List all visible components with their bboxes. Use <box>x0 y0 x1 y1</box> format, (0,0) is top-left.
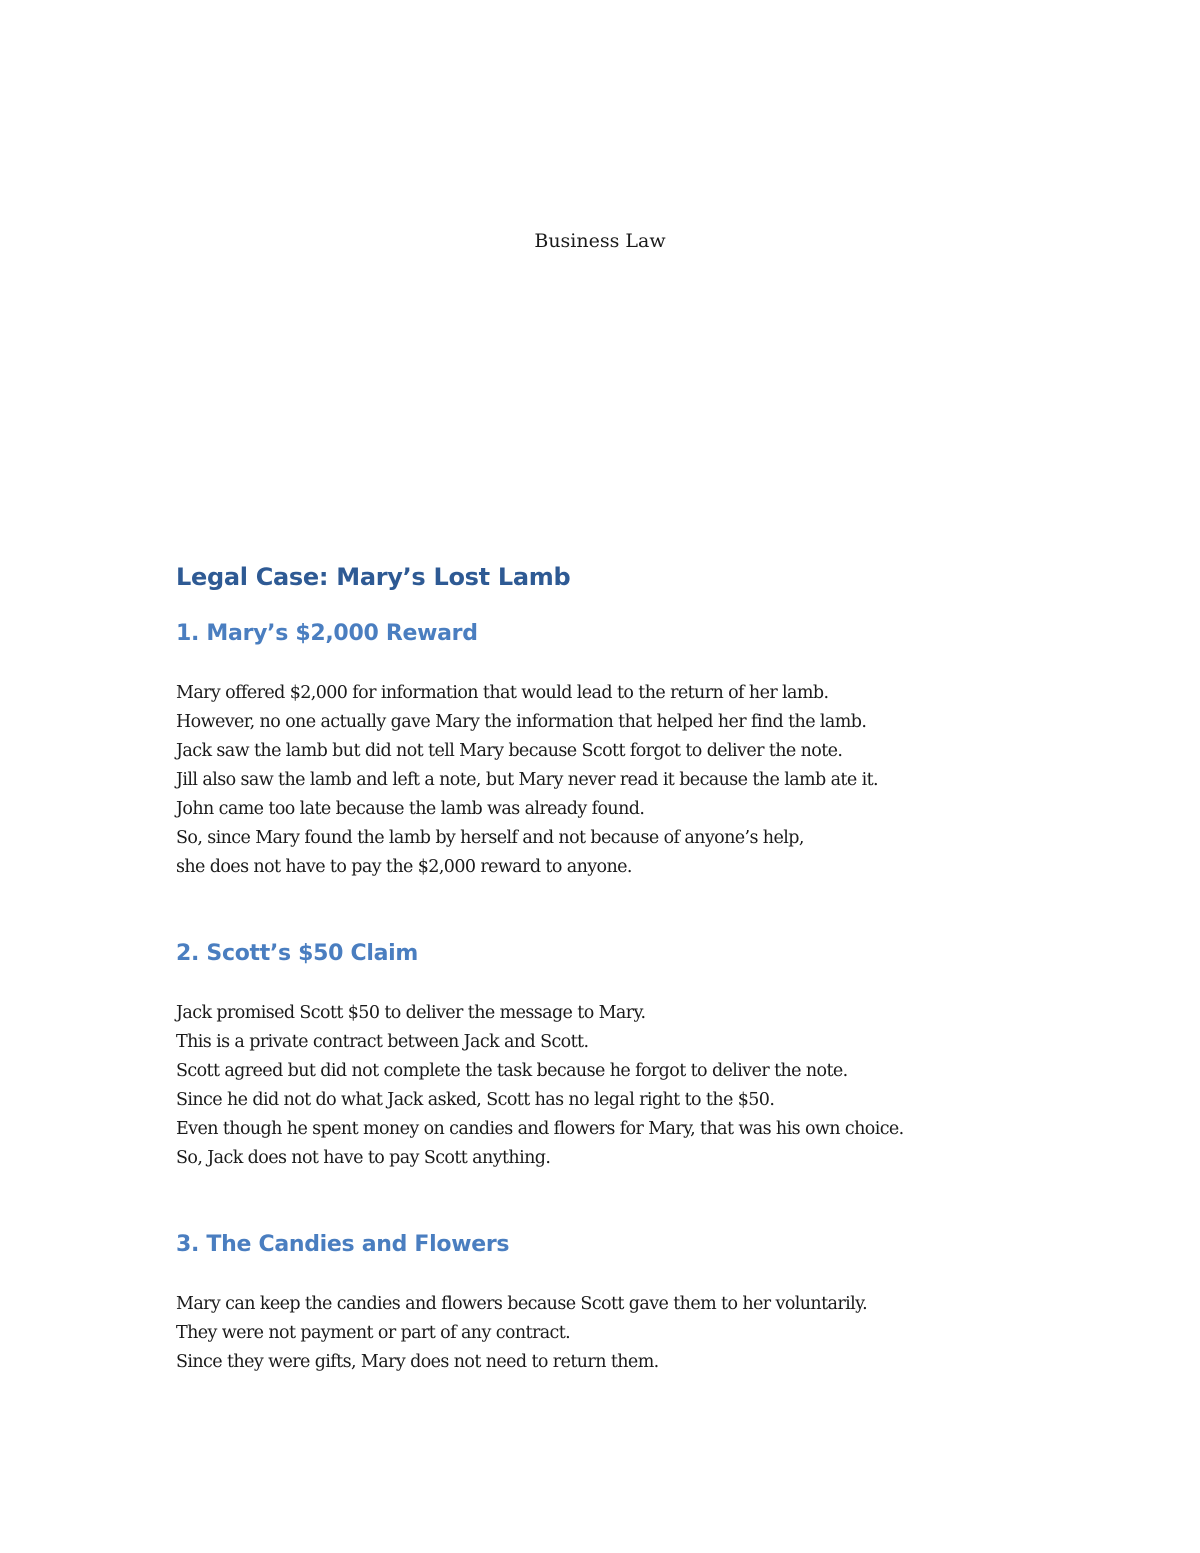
paragraph-line: Jack saw the lamb but did not tell Mary because Scott forgot to deliver the note. <box>176 741 843 761</box>
section-scott-claim <box>176 938 1036 1173</box>
section-candies-flowers <box>176 1229 1036 1377</box>
section-heading: 3. The Candies and Flowers <box>176 1232 510 1257</box>
paragraph-line: However, no one actually gave Mary the information that helped her find the lamb. <box>176 712 867 732</box>
paragraph-line: Even though he spent money on candies and flowers for Mary, that was his own choice. <box>176 1119 904 1139</box>
paragraph-line: This is a private contract between Jack and Scott. <box>176 1032 589 1052</box>
section-paragraph <box>176 679 1036 882</box>
case-title: Legal Case: Mary’s Lost Lamb <box>176 563 571 591</box>
section-heading: 2. Scott’s $50 Claim <box>176 941 419 966</box>
paragraph-line: Since he did not do what Jack asked, Scott has no legal right to the $50. <box>176 1090 775 1110</box>
paragraph-line: Jill also saw the lamb and left a note, but Mary never read it because the lamb ate it. <box>176 770 878 790</box>
paragraph-line: So, Jack does not have to pay Scott anything. <box>176 1148 551 1168</box>
paragraph-line: Since they were gifts, Mary does not need to return them. <box>176 1352 659 1372</box>
paragraph-line: So, since Mary found the lamb by herself and not because of anyone’s help, <box>176 828 804 848</box>
section-paragraph <box>176 999 1036 1173</box>
paragraph-line: Jack promised Scott $50 to deliver the message to Mary. <box>176 1003 646 1023</box>
paragraph-line: Mary offered $2,000 for information that would lead to the return of her lamb. <box>176 683 829 703</box>
paragraph-line: John came too late because the lamb was already found. <box>176 799 645 819</box>
section-paragraph <box>176 1290 1036 1377</box>
paragraph-line: she does not have to pay the $2,000 reward to anyone. <box>176 857 632 877</box>
section-reward <box>176 618 1036 882</box>
section-heading: 1. Mary’s $2,000 Reward <box>176 621 478 646</box>
paragraph-line: Scott agreed but did not complete the task because he forgot to deliver the note. <box>176 1061 848 1081</box>
paragraph-line: They were not payment or part of any contract. <box>176 1323 571 1343</box>
paragraph-line: Mary can keep the candies and flowers because Scott gave them to her voluntarily. <box>176 1294 868 1314</box>
document-body <box>176 560 1036 1377</box>
cover-title: Business Law <box>534 230 666 252</box>
